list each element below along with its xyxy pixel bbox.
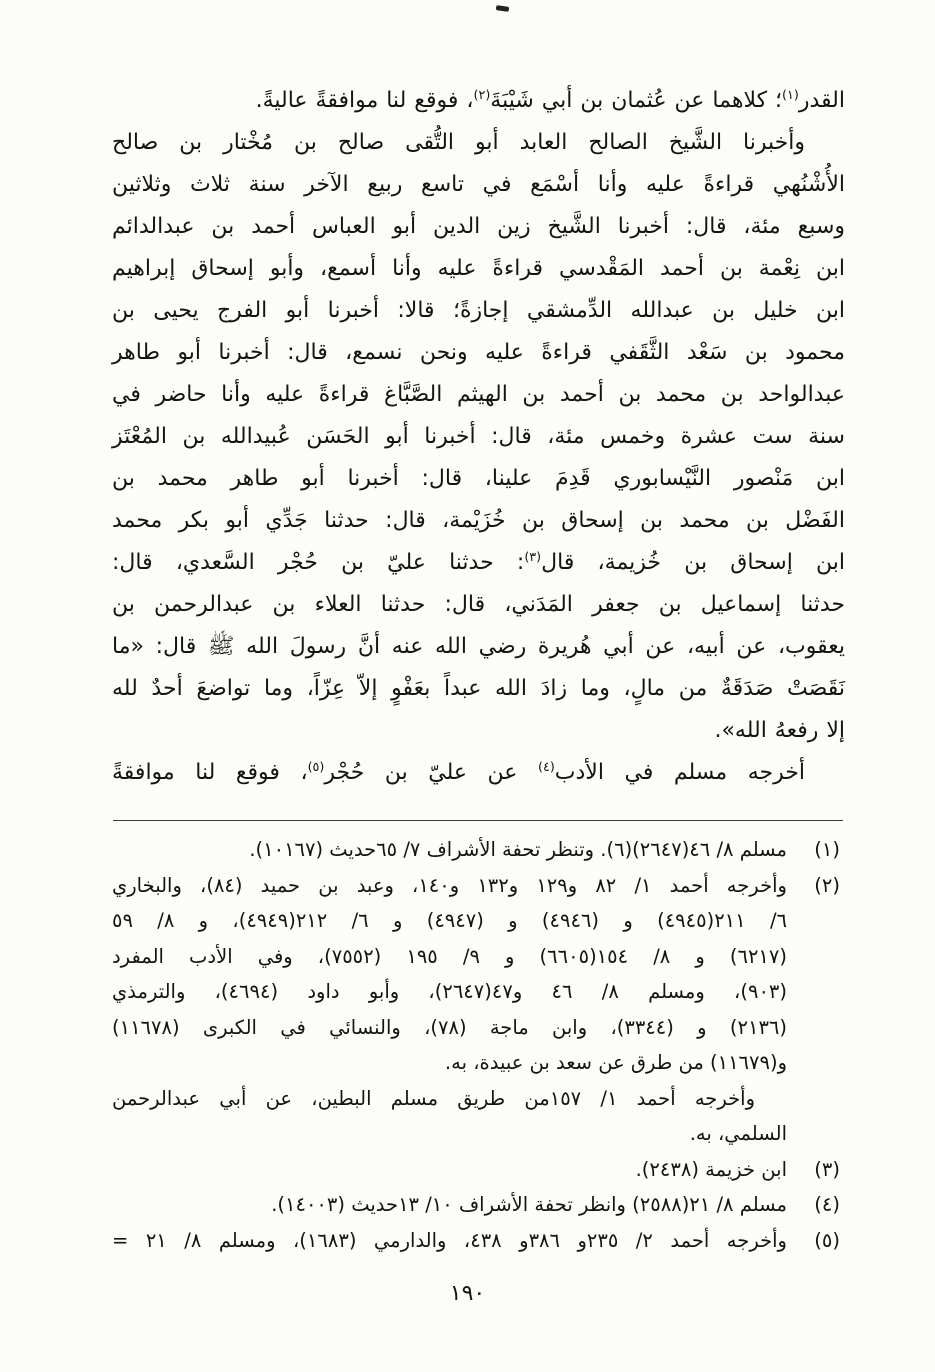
footnote-marker: (٤) — [814, 1193, 840, 1216]
body-line: الأُشْنُهي قراءةً عليه وأنا أسْمَع في تاسع ربيع الآخر سنة ثلاث وثلاثين — [112, 172, 845, 197]
body-line: يعقوب، عن أبيه، عن أبي هُريرة رضي الله عنه أنَّ رسولَ الله ﷺ قال: «ما — [112, 634, 845, 659]
body-line: وسبع مئة، قال: أخبرنا الشَّيخ زين الدين أبو العباس أحمد بن عبدالدائم — [112, 214, 845, 239]
footnote-item — [112, 868, 843, 1152]
footnote-item — [112, 1223, 843, 1259]
body-line: إلا رفعهُ الله». — [714, 718, 845, 743]
body-line: القدر$^{(١)}$؛ كلاهما عن عُثمان بن أبي شَيْبَةَ$^{(٢)}$، فوقع لنا موافقةً عاليةً. — [255, 88, 845, 113]
footnote-marker: (٢) — [814, 873, 840, 897]
body-line: حدثنا إسماعيل بن جعفر المَدَني، قال: حدثنا العلاء بن عبدالرحمن بن — [112, 592, 845, 617]
footnote-line: مسلم ٨/ ٤٦(٢٦٤٧)(٦). وتنظر تحفة الأشراف ٧/ ٦٥حديث (١٠١٦٧). — [249, 838, 787, 861]
footnote-separator — [113, 820, 843, 821]
body-line: الفَضْل بن محمد بن إسحاق بن خُزَيْمة، قال: حدثنا جَدِّي أبو بكر محمد — [112, 508, 845, 533]
body-line: سنة ست عشرة وخمس مئة، قال: أخبرنا أبو الحَسَن عُبيدالله بن المُعْتَز — [112, 424, 845, 449]
footnote-marker: (١) — [814, 838, 840, 861]
footnote-line: وأخرجه أحمد ٢/ ٢٣٥و ٣٨٦و ٤٣٨، والدارمي (١٦٨٣)، ومسلم ٨/ ٢١ = — [112, 1228, 787, 1252]
footnote-line: (٦٢١٧) و ٨/ ١٥٤(٦٦٠٥) و ٩/ ١٩٥ (٧٥٥٢)، وفي الأدب المفرد — [112, 944, 787, 968]
main-text-block — [112, 80, 845, 794]
scan-artifact — [496, 5, 510, 12]
body-line: ابن إسحاق بن خُزيمة، قال$^{(٣)}$: حدثنا عليّ بن حُجْر السَّعدي، قال: — [112, 550, 845, 575]
footnote-item — [112, 1152, 843, 1188]
body-line: وأخبرنا الشَّيخ الصالح العابد أبو التُّقى صالح بن مُخْتار بن صالح — [112, 130, 805, 155]
body-line: عبدالواحد بن محمد بن أحمد بن الهيثم الصَّبَّاغ قراءةً عليه وأنا حاضر في — [112, 382, 845, 407]
footnotes-section — [112, 832, 843, 1258]
footnote-item — [112, 832, 843, 868]
footnote-line: ٦/ ٢١١(٤٩٤٥) و (٤٩٤٦) و (٤٩٤٧) و ٦/ ٢١٢(٤٩٤٩)، و ٨/ ٥٩ — [112, 909, 788, 932]
footnote-line: وأخرجه أحمد ١/ ١٥٧من طريق مسلم البطين، عن أبي عبدالرحمن — [112, 1086, 755, 1110]
footnote-marker: (٥) — [814, 1228, 840, 1252]
footnote-line: السلمي، به. — [689, 1122, 787, 1145]
footnote-line: و(١١٦٧٩) من طرق عن سعد بن عبيدة، به. — [444, 1051, 787, 1074]
body-line: ابن نِعْمة بن أحمد المَقْدسي قراءةً عليه وأنا أسمع، وأبو إسحاق إبراهيم — [112, 256, 845, 281]
footnote-line: ابن خزيمة (٢٤٣٨). — [635, 1157, 787, 1181]
footnote-line: (٩٠٣)، ومسلم ٨/ ٤٦ و٤٧(٢٦٤٧)، وأبو داود (٤٦٩٤)، والترمذي — [112, 980, 787, 1003]
body-line: ابن مَنْصور النَّيْسابوري قَدِمَ علينا، قال: أخبرنا أبو طاهر محمد بن — [112, 466, 845, 491]
body-line: أخرجه مسلم في الأدب$^{(٤)}$ عن عليّ بن حُجْر$^{(٥)}$، فوقع لنا موافقةً — [112, 760, 805, 785]
page-number: ١٩٠ — [449, 1281, 486, 1306]
footnote-marker: (٣) — [814, 1157, 840, 1181]
footnote-line: وأخرجه أحمد ١/ ٨٢ و١٢٩ و١٣٢ و١٤٠، وعبد بن حميد (٨٤)، والبخاري — [112, 873, 787, 897]
body-line: ابن خليل بن عبدالله الدِّمشقي إجازةً؛ قالا: أخبرنا أبو الفرج يحيى بن — [112, 298, 845, 323]
footnote-line: مسلم ٨/ ٢١(٢٥٨٨) وانظر تحفة الأشراف ١٠/ ١٣حديث (١٤٠٠٣). — [271, 1193, 787, 1216]
footnote-item — [112, 1187, 843, 1223]
body-line: محمود بن سَعْد الثَّقَفي قراءةً عليه ونحن نسمع، قال: أخبرنا أبو طاهر — [112, 340, 845, 365]
body-line: نَقَصَتْ صَدَقَةٌ من مالٍ، وما زادَ الله عبداً بعَفْوٍ إلاّ عِزّاً، وما تواضعَ أحدٌ لله — [112, 676, 845, 701]
footnote-line: (٢١٣٦) و (٣٣٤٤)، وابن ماجة (٧٨)، والنسائي في الكبرى (١١٦٧٨) — [112, 1015, 788, 1039]
